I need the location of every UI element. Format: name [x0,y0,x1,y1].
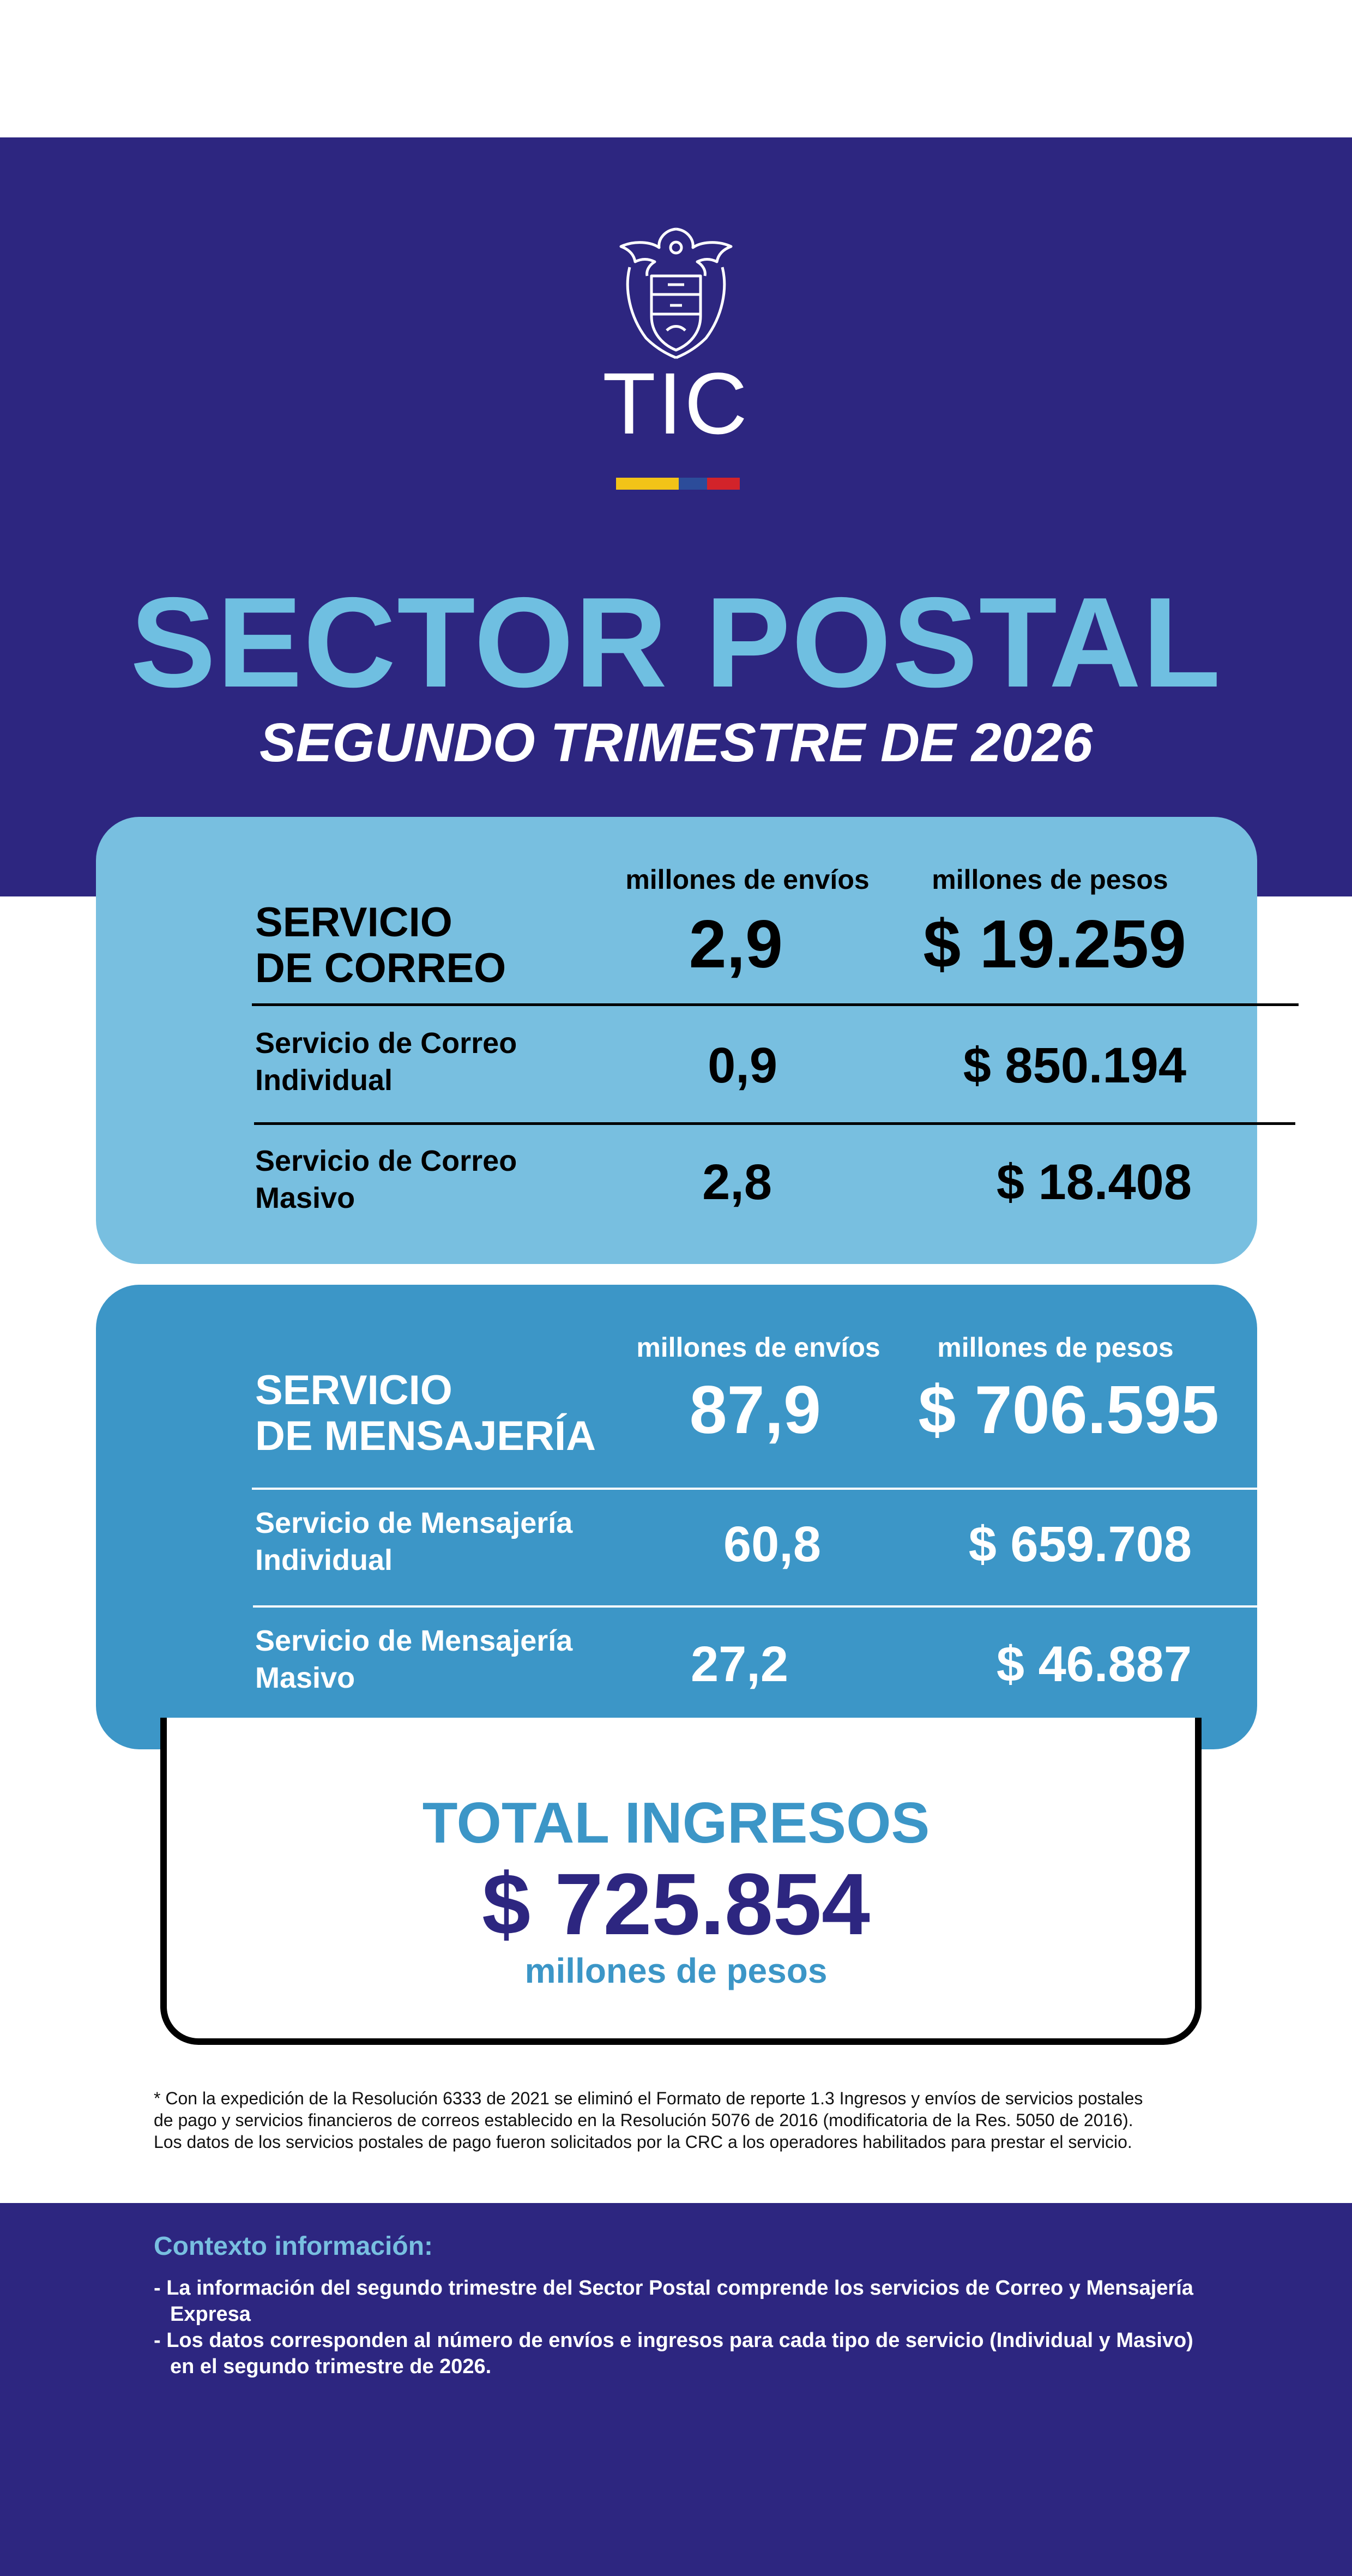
flag-stripe-yellow [616,478,679,490]
correo-divider-2 [254,1122,1295,1125]
mensajeria-col-envios: millones de envíos [636,1332,880,1363]
context-title: Contexto información: [154,2232,433,2261]
mensajeria-total-envios: 87,9 [689,1373,821,1448]
total-unit: millones de pesos [524,1951,828,1990]
correo-col-envios: millones de envíos [625,864,870,895]
correo-card [96,817,1257,1264]
correo-divider-1 [252,1003,1299,1006]
context-item: - Los datos corresponden al número de envíos e ingresos para cada tipo de servicio (Individual y Masivo) en el segundo trimestre de 2026. [154,2329,1193,2378]
correo-row-masivo-envios: 2,8 [702,1154,772,1210]
page-subtitle: SEGUNDO TRIMESTRE DE 2026 [259,712,1093,773]
correo-row-individual-label: Servicio de Correo Individual [255,1027,517,1097]
context-list [154,2275,1222,2380]
flag-stripe-blue [679,478,707,490]
coat-of-arms-icon [613,224,739,360]
mensajeria-col-pesos: millones de pesos [937,1332,1174,1363]
flag-stripe-red [707,478,740,490]
correo-total-envios: 2,9 [689,907,783,982]
footnote: * Con la expedición de la Resolución 6333 de 2021 se eliminó el Formato de reporte 1.3 Ingresos y envíos de servicios postales de pago y servicios financieros de correos establecido en la Resolución 5076 de 2016 (modificatoria de la Res. 5050 de 2016). Los datos de los servicios postales de pago fueron solicitados por la CRC a los operadores habilitados para prestar el servicio. [154,2089,1143,2152]
total-value: $ 725.854 [482,1855,870,1953]
mensajeria-total-pesos: $ 706.595 [918,1373,1219,1448]
mensajeria-row-individual-pesos: $ 659.708 [968,1516,1192,1572]
mensajeria-title: SERVICIO DE MENSAJERÍA [255,1367,596,1459]
mensajeria-divider-1 [252,1488,1295,1490]
mensajeria-row-individual-label: Servicio de Mensajería Individual [255,1507,573,1576]
correo-total-pesos: $ 19.259 [923,907,1186,982]
total-label: TOTAL INGRESOS [422,1791,930,1855]
mensajeria-divider-2 [253,1605,1291,1608]
correo-row-individual-envios: 0,9 [708,1038,777,1093]
mensajeria-row-masivo-pesos: $ 46.887 [996,1636,1192,1692]
correo-title: SERVICIO DE CORREO [255,899,506,991]
correo-row-masivo-label: Servicio de Correo Masivo [255,1145,517,1214]
correo-row-masivo-pesos: $ 18.408 [996,1154,1192,1210]
logo-text: TIC [602,354,750,452]
mensajeria-row-individual-envios: 60,8 [723,1516,821,1572]
mensajeria-row-masivo-label: Servicio de Mensajería Masivo [255,1624,573,1694]
context-item: - La información del segundo trimestre del Sector Postal comprende los servicios de Correo y Mensajería Expresa [154,2277,1193,2326]
page-title: SECTOR POSTAL [130,570,1222,714]
mensajeria-row-masivo-envios: 27,2 [690,1636,788,1692]
correo-row-individual-pesos: $ 850.194 [963,1038,1186,1093]
correo-col-pesos: millones de pesos [932,864,1168,895]
mensajeria-card [96,1285,1257,1749]
